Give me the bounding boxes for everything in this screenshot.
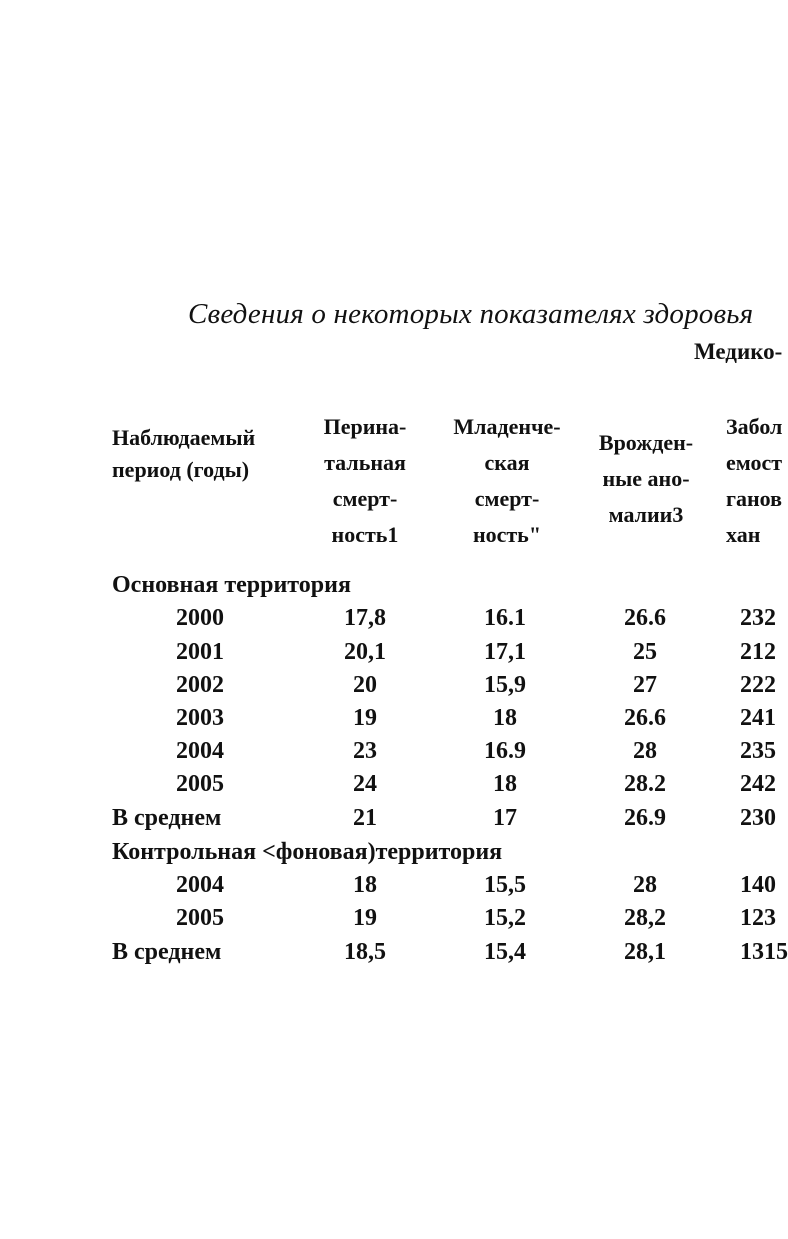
morbidity-cell: 1315 xyxy=(740,939,788,965)
morbidity-cell: 230 xyxy=(740,805,776,831)
morbidity-cell: 212 xyxy=(740,639,776,665)
morbidity-cell: 140 xyxy=(740,872,776,898)
section-title-main: Основная территория xyxy=(112,572,351,598)
header-morbidity: Забол емост ганов хан xyxy=(726,414,783,547)
morbidity-cell: 242 xyxy=(740,771,776,797)
table-row xyxy=(0,771,788,805)
anomalies-cell: 26.6 xyxy=(624,605,666,631)
infant-cell: 15,4 xyxy=(484,939,526,965)
header-period: Наблюдаемый период (годы) xyxy=(112,425,256,482)
anomalies-cell: 27 xyxy=(633,672,657,698)
anomalies-cell: 26.6 xyxy=(624,705,666,731)
year-cell: 2000 xyxy=(176,605,224,631)
infant-cell: 15,9 xyxy=(484,672,526,698)
perinatal-cell: 20 xyxy=(353,672,377,698)
infant-cell: 16.9 xyxy=(484,738,526,764)
table-row xyxy=(0,705,788,739)
perinatal-cell: 23 xyxy=(353,738,377,764)
table-row xyxy=(0,639,788,673)
perinatal-cell: 24 xyxy=(353,771,377,797)
year-cell: 2004 xyxy=(176,738,224,764)
year-cell: 2003 xyxy=(176,705,224,731)
perinatal-cell: 19 xyxy=(353,705,377,731)
anomalies-cell: 28,2 xyxy=(624,905,666,931)
infant-cell: 18 xyxy=(493,771,517,797)
table-row xyxy=(0,905,788,939)
infant-cell: 15,2 xyxy=(484,905,526,931)
year-cell: 2004 xyxy=(176,872,224,898)
perinatal-cell: 18,5 xyxy=(344,939,386,965)
header-perinatal-mortality: Перина- тальная смерт- ность1 xyxy=(323,414,407,547)
table-subcaption: Медико- xyxy=(694,339,783,364)
perinatal-cell: 18 xyxy=(353,872,377,898)
table-row xyxy=(0,738,788,772)
anomalies-cell: 26.9 xyxy=(624,805,666,831)
table-row xyxy=(0,672,788,706)
infant-cell: 17,1 xyxy=(484,639,526,665)
anomalies-cell: 28 xyxy=(633,738,657,764)
table-caption: Сведения о некоторых показателях здоровья xyxy=(188,298,754,330)
perinatal-cell: 20,1 xyxy=(344,639,386,665)
infant-cell: 17 xyxy=(493,805,517,831)
infant-cell: 18 xyxy=(493,705,517,731)
morbidity-cell: 232 xyxy=(740,605,776,631)
morbidity-cell: 235 xyxy=(740,738,776,764)
year-cell: 2002 xyxy=(176,672,224,698)
year-cell: 2001 xyxy=(176,639,224,665)
average-label: В среднем xyxy=(112,939,222,965)
infant-cell: 16.1 xyxy=(484,605,526,631)
header-infant-mortality: Младенче- ская смерт- ность" xyxy=(453,414,561,547)
morbidity-cell: 222 xyxy=(740,672,776,698)
perinatal-cell: 19 xyxy=(353,905,377,931)
anomalies-cell: 28 xyxy=(633,872,657,898)
morbidity-cell: 123 xyxy=(740,905,776,931)
morbidity-cell: 241 xyxy=(740,705,776,731)
table-row xyxy=(0,872,788,906)
anomalies-cell: 28.2 xyxy=(624,771,666,797)
year-cell: 2005 xyxy=(176,905,224,931)
infant-cell: 15,5 xyxy=(484,872,526,898)
table-row xyxy=(0,605,788,639)
perinatal-cell: 17,8 xyxy=(344,605,386,631)
average-row xyxy=(0,939,788,973)
year-cell: 2005 xyxy=(176,771,224,797)
anomalies-cell: 25 xyxy=(633,639,657,665)
perinatal-cell: 21 xyxy=(353,805,377,831)
header-congenital-anomalies: Врожден- ные ано- малии3 xyxy=(598,430,694,527)
average-row xyxy=(0,805,788,839)
average-label: В среднем xyxy=(112,805,222,831)
section-title-control: Контрольная <фоновая)территория xyxy=(112,839,503,865)
anomalies-cell: 28,1 xyxy=(624,939,666,965)
